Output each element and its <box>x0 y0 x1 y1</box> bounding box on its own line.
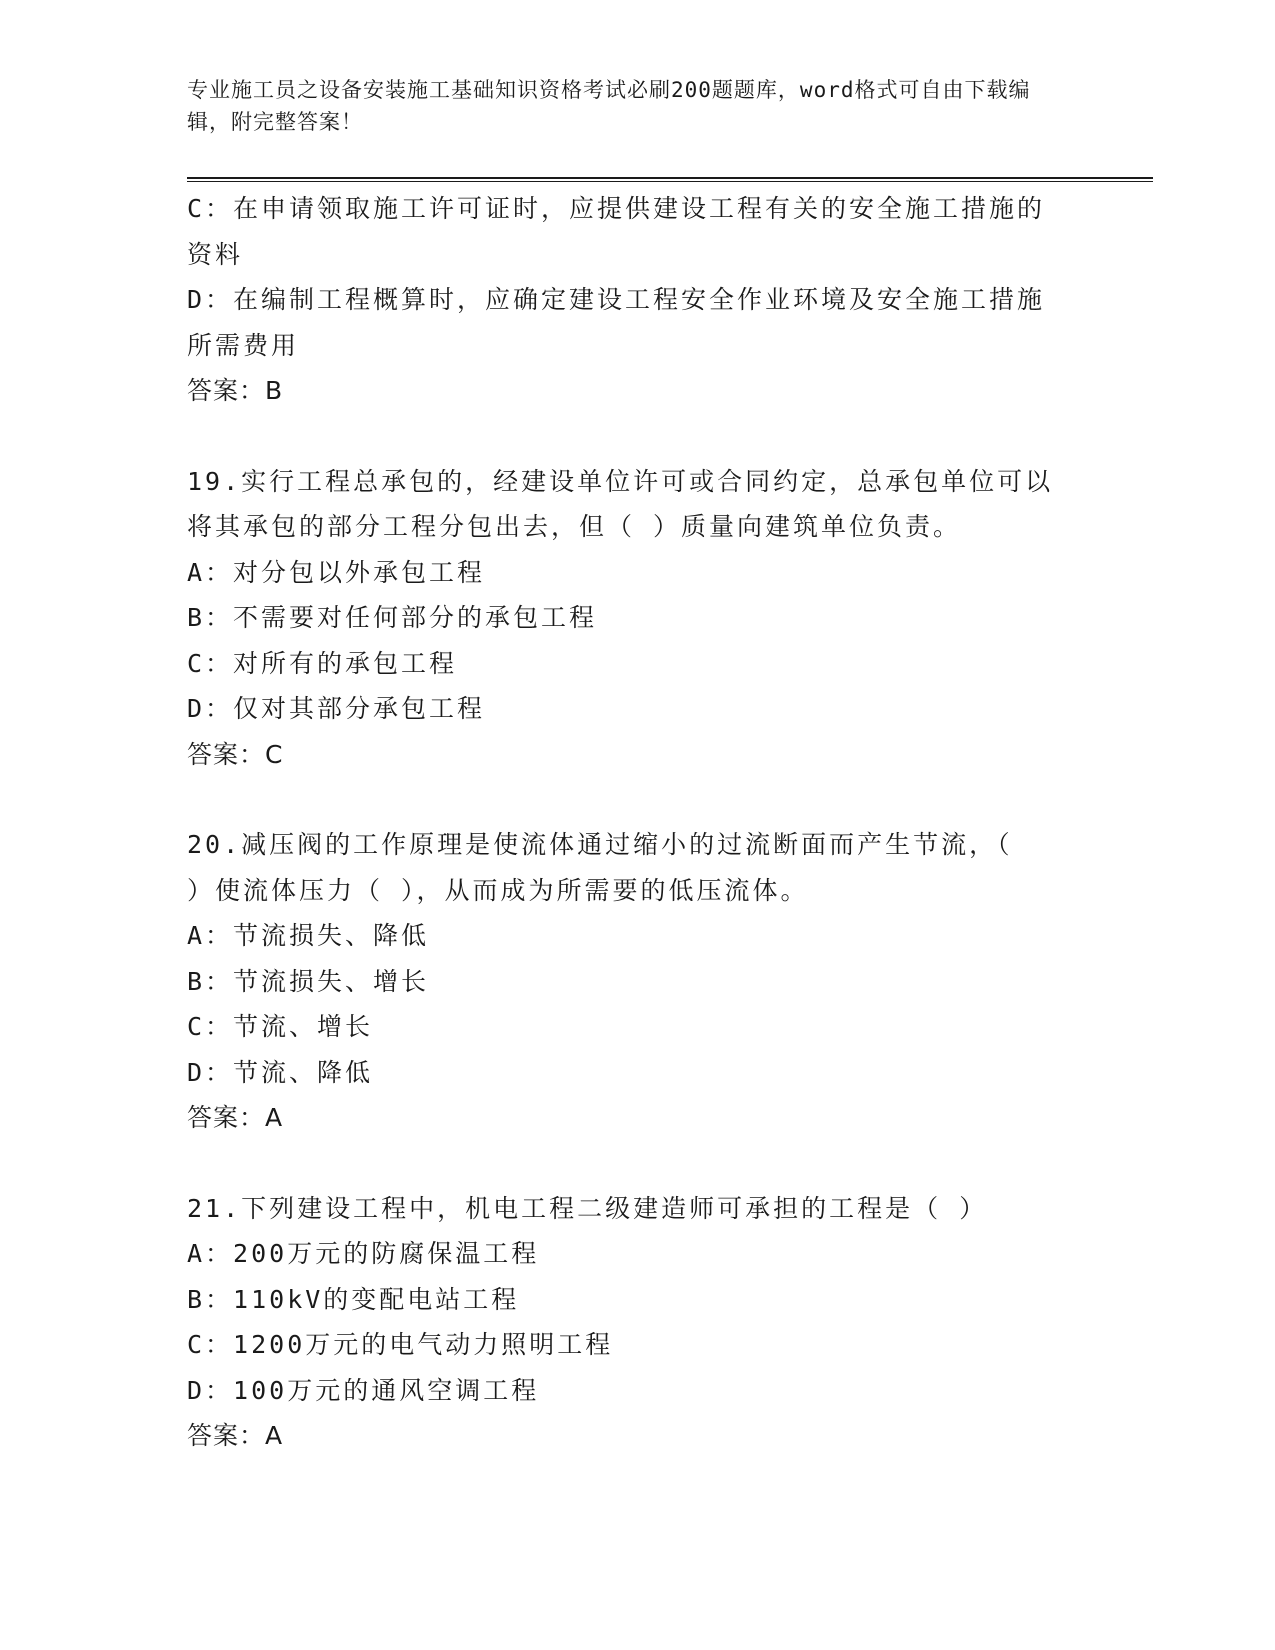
option-a: A：节流损失、降低 <box>187 921 430 950</box>
document-body <box>187 186 1087 1459</box>
option-c: C：节流、增长 <box>187 1012 374 1041</box>
question-21 <box>187 1186 1087 1459</box>
option-b: B：不需要对任何部分的承包工程 <box>187 603 598 632</box>
answer: 答案：A <box>187 1421 284 1450</box>
question-text: 19.实行工程总承包的，经建设单位许可或合同约定，总承包单位可以 <box>187 466 1054 496</box>
header-divider <box>187 177 1153 182</box>
question-text: 20.减压阀的工作原理是使流体通过缩小的过流断面而产生节流，（ <box>187 830 1013 859</box>
option-d-continued: 所需费用 <box>187 330 300 360</box>
option-b: B：110kV的变配电站工程 <box>187 1284 520 1314</box>
answer: 答案：C <box>187 739 284 769</box>
question-text-continued: 将其承包的部分工程分包出去，但（ ）质量向建筑单位负责。 <box>187 512 962 541</box>
answer: 答案：B <box>187 376 284 405</box>
option-d: D：节流、降低 <box>187 1057 374 1087</box>
spacer <box>187 777 1087 822</box>
option-c-continued: 资料 <box>187 239 244 269</box>
answer: 答案：A <box>187 1103 284 1132</box>
option-d: D：在编制工程概算时，应确定建设工程安全作业环境及安全施工措施 <box>187 285 1046 314</box>
document-header: 专业施工员之设备安装施工基础知识资格考试必刷200题题库，word格式可自由下载编辑，附完整答案！ <box>187 78 1031 134</box>
option-a: A：对分包以外承包工程 <box>187 557 486 587</box>
question-text: 21.下列建设工程中，机电工程二级建造师可承担的工程是（ ） <box>187 1193 988 1223</box>
option-c: C：在申请领取施工许可证时，应提供建设工程有关的安全施工措施的 <box>187 194 1046 223</box>
option-a: A：200万元的防腐保温工程 <box>187 1239 540 1268</box>
previous-question-continuation <box>187 186 1087 414</box>
spacer <box>187 1141 1087 1186</box>
question-text-continued: ）使流体压力（ ），从而成为所需要的低压流体。 <box>187 875 809 905</box>
option-c: C：1200万元的电气动力照明工程 <box>187 1330 614 1359</box>
option-c: C：对所有的承包工程 <box>187 648 458 678</box>
option-b: B：节流损失、增长 <box>187 966 430 996</box>
question-20 <box>187 822 1087 1141</box>
option-d: D：100万元的通风空调工程 <box>187 1375 540 1405</box>
question-19 <box>187 459 1087 778</box>
option-d: D：仅对其部分承包工程 <box>187 694 486 723</box>
spacer <box>187 414 1087 459</box>
